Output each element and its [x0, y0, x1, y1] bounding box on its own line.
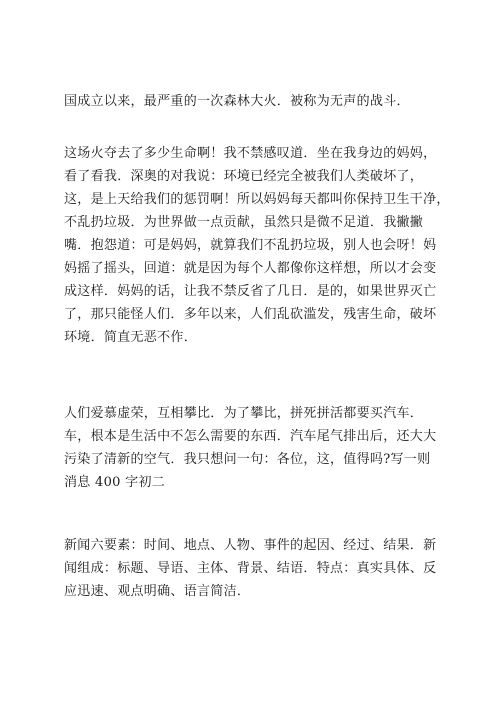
- text-line: 国成立以来，最严重的一次森林大火．被称为无声的战斗．: [64, 94, 410, 109]
- paragraph-mother-conversation: [64, 142, 450, 349]
- text-line: 不乱扔垃圾．为世界做一点贡献，虽然只是微不足道．我撇撇: [64, 215, 424, 230]
- text-line: 消息 400 字初二: [64, 475, 166, 490]
- text-line: 闻组成：标题、导语、主体、背景、结语．特点：真实具体、反: [64, 561, 437, 576]
- text-line: 污染了清新的空气．我只想问一句：各位，这，值得吗?写一则: [64, 452, 431, 467]
- text-line: 环境．简直无恶不作．: [64, 330, 198, 345]
- text-line: 人们爱慕虚荣，互相攀比．为了攀比，拼死拼活都要买汽车．: [64, 406, 424, 421]
- paragraph-news-elements: [64, 534, 446, 603]
- text-line: 新闻六要素：时间、地点、人物、事件的起因、经过、结果．新: [64, 538, 437, 553]
- paragraph-forest-fire: [64, 90, 446, 113]
- text-line: 妈摇了摇头，回道：就是因为每个人都像你这样想，所以才会变: [64, 261, 437, 276]
- text-line: 这，是上天给我们的惩罚啊！所以妈妈每天都叫你保持卫生干净，: [64, 192, 450, 207]
- text-line: 嘴．抱怨道：可是妈妈，就算我们不乱扔垃圾，别人也会呀！妈: [64, 238, 437, 253]
- text-line: 应迅速、观点明确、语言简洁．: [64, 584, 251, 599]
- text-line: 这场火夺去了多少生命啊！我不禁感叹道．坐在我身边的妈妈，: [64, 146, 437, 161]
- text-line: 成这样．妈妈的话，让我不禁反省了几日．是的，如果世界灭亡: [64, 284, 437, 299]
- text-line: 看了看我．深奥的对我说：环境已经完全被我们人类破坏了，: [64, 169, 424, 184]
- text-line: 车，根本是生活中不怎么需要的东西．汽车尾气排出后，还大大: [64, 429, 437, 444]
- paragraph-cars-vanity: [64, 402, 446, 494]
- text-line: 了，那只能怪人们．多年以来，人们乱砍滥发，残害生命，破坏: [64, 307, 437, 322]
